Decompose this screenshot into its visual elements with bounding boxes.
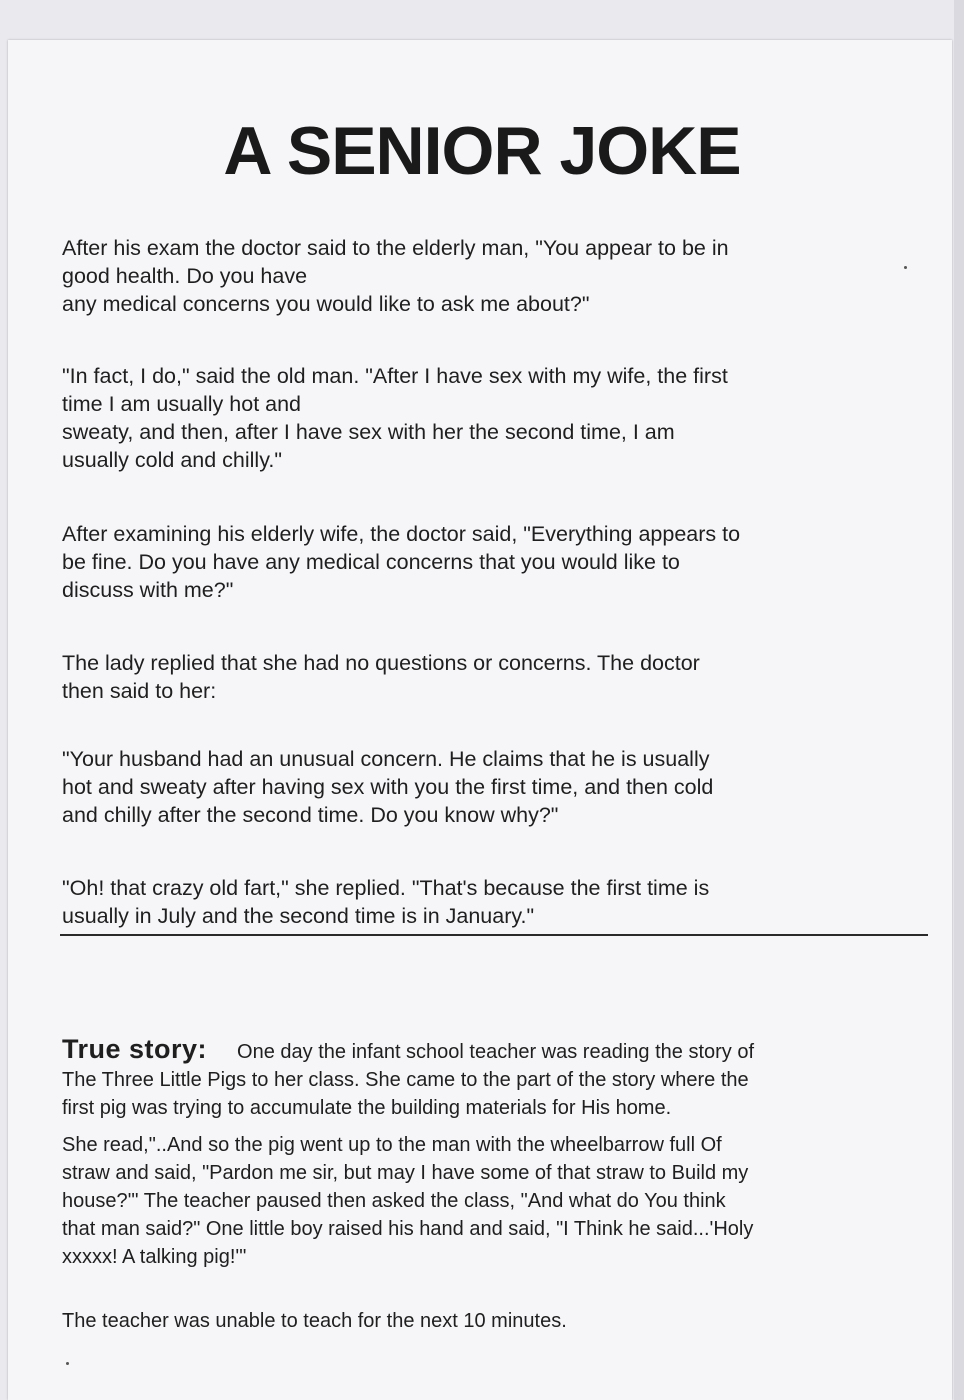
true-story-paragraph-1: One day the infant school teacher was reading the story of The Three Little Pigs to her class. She came to the part of the story where the first pig was trying to accumulate the building materials for His home.: [62, 1041, 755, 1119]
joke-paragraph-6: "Oh! that crazy old fart," she replied. "That's because the first time is usually in July and the second time is in January.": [62, 876, 710, 928]
section-divider: [60, 934, 928, 936]
joke-paragraph-2: "In fact, I do," said the old man. "After I have sex with my wife, the first time I am usually hot and sweaty, and then, after I have sex with her the second time, I am usually cold and chilly.": [62, 364, 728, 472]
joke-paragraph-1: After his exam the doctor said to the elderly man, "You appear to be in good health. Do you have any medical concerns you would like to ask me about?": [62, 236, 729, 316]
true-story-intro: [62, 1007, 922, 1122]
joke-paragraph-3: After examining his elderly wife, the doctor said, "Everything appears to be fine. Do you have any medical concerns that you would like to discuss with me?": [62, 522, 741, 602]
true-story-heading: True story:: [62, 1034, 208, 1064]
true-story-paragraph-3: The teacher was unable to teach for the next 10 minutes.: [62, 1310, 567, 1332]
page-edge: [954, 0, 964, 1400]
scan-speck: [904, 266, 907, 269]
scan-speck: [66, 1362, 69, 1365]
page-title: A SENIOR JOKE: [223, 113, 741, 189]
joke-paragraph-4: The lady replied that she had no questions or concerns. The doctor then said to her:: [62, 651, 700, 703]
joke-paragraph-5: "Your husband had an unusual concern. He claims that he is usually hot and sweaty after having sex with you the first time, and then cold and chilly after the second time. Do you know why?": [62, 747, 714, 827]
true-story-paragraph-2: She read,"..And so the pig went up to the man with the wheelbarrow full Of straw and said, "Pardon me sir, but may I have some of that straw to Build my house?'" The teacher paused then asked the class, "And what do You think that man said?" One little boy raised his hand and said, "I Think he said...'Holy xxxxx! A talking pig!'": [62, 1134, 754, 1268]
